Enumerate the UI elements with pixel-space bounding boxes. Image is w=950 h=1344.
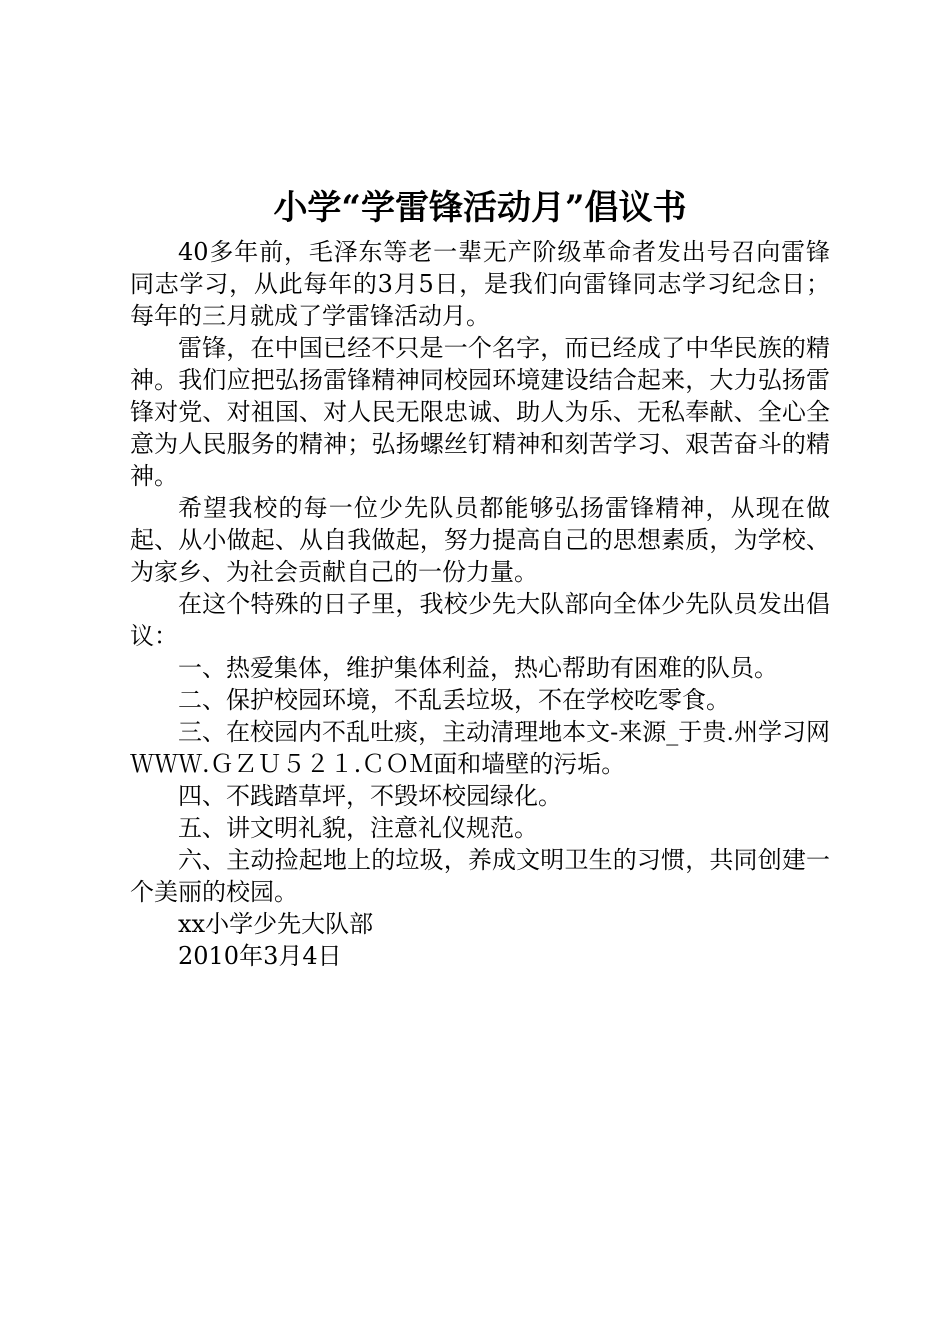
proposal-item-6: 六、主动捡起地上的垃圾，养成文明卫生的习惯，共同创建一个美丽的校园。	[130, 846, 830, 906]
document-title: 小学“学雷锋活动月”倡议书	[273, 188, 687, 228]
proposal-item-5: 五、讲文明礼貌，注意礼仪规范。	[178, 814, 538, 842]
paragraph-proposal-intro: 在这个特殊的日子里，我校少先大队部向全体少先队员发出倡议：	[130, 590, 830, 650]
paragraph-intro: 40多年前，毛泽东等老一辈无产阶级革命者发出号召向雷锋同志学习，从此每年的3月5日，是我们向雷锋同志学习纪念日；每年的三月就成了学雷锋活动月。	[130, 238, 830, 330]
signature: xx小学少先大队部	[178, 910, 374, 938]
document-body	[130, 236, 830, 972]
proposal-item-4: 四、不践踏草坪，不毁坏校园绿化。	[178, 782, 562, 810]
proposal-item-2: 二、保护校园环境，不乱丢垃圾，不在学校吃零食。	[178, 686, 730, 714]
paragraph-leifeng-spirit: 雷锋，在中国已经不只是一个名字，而已经成了中华民族的精神。我们应把弘扬雷锋精神同校园环境建设结合起来，大力弘扬雷锋对党、对祖国、对人民无限忠诚、助人为乐、无私奉献、全心全意为人民服务的精神；弘扬螺丝钉精神和刻苦学习、艰苦奋斗的精神。	[130, 334, 830, 490]
paragraph-hope: 希望我校的每一位少先队员都能够弘扬雷锋精神，从现在做起、从小做起、从自我做起，努力提高自己的思想素质，为学校、为家乡、为社会贡献自己的一份力量。	[130, 494, 830, 586]
proposal-item-3: 三、在校园内不乱吐痰，主动清理地本文-来源_于贵.州学习网ＷＷＷ.ＧＺＵ５２１.ＣＯＭ面和墙壁的污垢。	[130, 718, 830, 778]
proposal-item-1: 一、热爱集体，维护集体利益，热心帮助有困难的队员。	[178, 654, 778, 682]
document-date: 2010年3月4日	[178, 942, 342, 970]
